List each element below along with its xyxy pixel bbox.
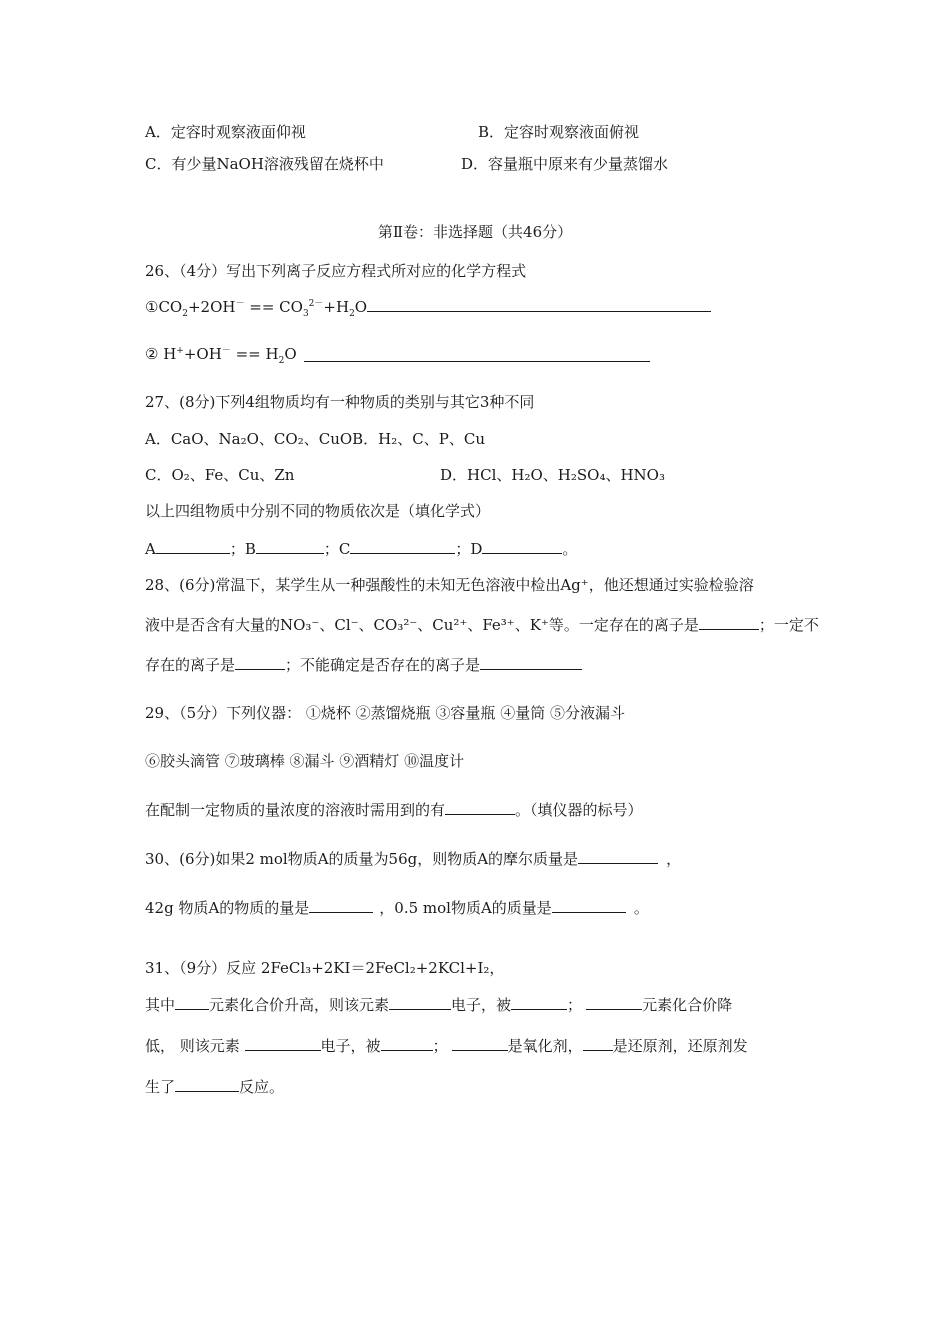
answer-blank[interactable]: [445, 799, 515, 815]
option-b: B．定容时观察液面俯视: [478, 123, 640, 141]
question-29-line-2: ⑥胶头滴管 ⑦玻璃棒 ⑧漏斗 ⑨酒精灯 ⑩温度计: [145, 752, 465, 770]
answer-blank[interactable]: [256, 538, 324, 554]
answer-blank[interactable]: [245, 1035, 321, 1051]
question-31-line-3: 低， 则该元素 电子，被 ； 是氧化剂， 是还原剂，还原剂发: [145, 1037, 748, 1055]
question-27-fill: A ；B ；C ；D 。: [145, 540, 578, 558]
question-31-line-1: 31、（9分）反应 2FeCl₃+2KI＝2FeCl₂+2KCl+I₂，: [145, 959, 505, 977]
question-27-groups-ab: A．CaO、Na₂O、CO₂、CuOB．H₂、C、P、Cu: [145, 430, 485, 448]
answer-blank[interactable]: [389, 994, 451, 1010]
question-26-equation-2: ② $H^++OH^- == H_2O$: [145, 345, 297, 366]
question-26-stem: 26、（4分）写出下列离子反应方程式所对应的化学方程式: [145, 262, 527, 280]
answer-blank[interactable]: [381, 1035, 433, 1051]
answer-blank[interactable]: [304, 346, 650, 362]
question-27-stem: 27、(8分)下列4组物质均有一种物质的类别与其它3种不同: [145, 393, 535, 411]
answer-blank[interactable]: [699, 614, 759, 630]
section-title: 第Ⅱ卷：非选择题（共46分）: [377, 223, 573, 241]
question-31-line-4: 生了 反应。: [145, 1078, 285, 1096]
answer-blank[interactable]: [583, 1035, 613, 1051]
answer-blank[interactable]: [482, 538, 562, 554]
option-c: C．有少量NaOH溶液残留在烧杯中: [145, 155, 384, 173]
question-28-line-1: 28、(6分)常温下，某学生从一种强酸性的未知无色溶液中检出Ag⁺，他还想通过实验检验溶: [145, 576, 754, 594]
question-27-ask: 以上四组物质中分别不同的物质依次是（填化学式）: [145, 502, 491, 520]
answer-blank[interactable]: [452, 1035, 508, 1051]
answer-blank[interactable]: [175, 994, 209, 1010]
question-29-line-3: 在配制一定物质的量浓度的溶液时需用到的有 。（填仪器的标号）: [145, 801, 643, 819]
answer-blank[interactable]: [578, 848, 658, 864]
answer-blank[interactable]: [156, 538, 230, 554]
option-d: D．容量瓶中原来有少量蒸馏水: [461, 155, 669, 173]
option-a: A．定容时观察液面仰视: [145, 123, 306, 141]
answer-blank[interactable]: [175, 1076, 239, 1092]
question-28-line-3: 存在的离子是 ；不能确定是否存在的离子是: [145, 654, 582, 675]
answer-blank[interactable]: [309, 897, 373, 913]
question-28-line-2: 液中是否含有大量的NO₃⁻、Cl⁻、CO₃²⁻、Cu²⁺、Fe³⁺、K⁺等。一定存在的离子是 ；一定不: [145, 616, 819, 634]
answer-blank[interactable]: [511, 994, 567, 1010]
answer-blank[interactable]: [480, 654, 582, 670]
question-26-equation-1: $①CO_2+2OH^- == CO_3^{2-}+H_2O$: [145, 296, 711, 317]
answer-blank[interactable]: [552, 897, 626, 913]
question-30-line-2: 42g 物质A的物质的量是 ，0.5 mol物质A的质量是 。: [145, 899, 649, 917]
answer-blank[interactable]: [235, 654, 285, 670]
answer-blank[interactable]: [350, 538, 455, 554]
answer-blank[interactable]: [586, 994, 642, 1010]
question-31-line-2: 其中 元素化合价升高，则该元素 电子，被 ； 元素化合价降: [145, 996, 733, 1014]
answer-blank[interactable]: [367, 296, 711, 312]
question-27-group-c: C．O₂、Fe、Cu、Zn: [145, 466, 295, 484]
question-29-line-1: 29、（5分）下列仪器： ①烧杯 ②蒸馏烧瓶 ③容量瓶 ④量筒 ⑤分液漏斗: [145, 704, 625, 722]
question-27-group-d: D．HCl、H₂O、H₂SO₄、HNO₃: [440, 466, 665, 484]
question-30-line-1: 30、(6分)如果2 mol物质A的质量为56g，则物质A的摩尔质量是 ，: [145, 850, 682, 868]
